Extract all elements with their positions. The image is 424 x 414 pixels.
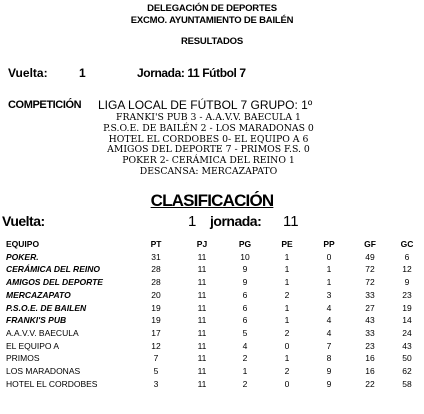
stat-cell-gf: 72: [365, 277, 375, 288]
table-row: [0, 314, 424, 327]
stat-cell-gc: 24: [402, 327, 412, 338]
stat-cell-pp: 9: [326, 366, 332, 377]
team-name-cell: P.S.O.E. DE BAILEN: [6, 302, 87, 313]
stat-cell-pp: 4: [326, 315, 332, 326]
result-line: AMIGOS DEL DEPORTE 7 - PRIMOS F.S. 0: [107, 144, 310, 156]
stat-cell-pp: 4: [326, 302, 332, 313]
stat-cell-gc: 50: [402, 353, 412, 364]
classification-table: [0, 238, 424, 390]
table-body: [0, 251, 424, 391]
column-header-pe: PE: [281, 239, 293, 249]
stat-cell-gf: 16: [365, 366, 375, 377]
stat-cell-gf: 33: [365, 289, 375, 300]
results-list: [96, 113, 321, 178]
stat-cell-pp: 4: [326, 327, 332, 338]
team-name-cell: AMIGOS DEL DEPORTE: [6, 277, 103, 288]
stat-cell-gc: 62: [402, 366, 412, 377]
table-row: [0, 263, 424, 276]
stat-cell-pj: 11: [197, 340, 207, 351]
stat-cell-pe: 1: [284, 315, 290, 326]
stat-cell-gc: 14: [402, 315, 412, 326]
column-header-equipo: EQUIPO: [6, 239, 40, 249]
stat-cell-pe: 2: [284, 327, 290, 338]
stat-cell-pg: 6: [242, 289, 248, 300]
team-name-cell: CERÁMICA DEL REINO: [6, 264, 100, 275]
stat-cell-gf: 27: [365, 302, 375, 313]
stat-cell-pt: 17: [151, 327, 161, 338]
stat-cell-gf: 72: [365, 264, 375, 275]
stat-cell-gf: 23: [365, 340, 375, 351]
stat-cell-pj: 11: [197, 366, 207, 377]
stat-cell-pp: 7: [326, 340, 332, 351]
table-row: [0, 276, 424, 289]
result-line: DESCANSA: MERCAZAPATO: [139, 165, 278, 177]
stat-cell-pe: 1: [284, 302, 290, 313]
stat-cell-gc: 19: [402, 302, 412, 313]
stat-cell-pe: 0: [284, 378, 290, 389]
stat-cell-pj: 11: [197, 315, 207, 326]
column-header-pt: PT: [150, 239, 162, 249]
team-name-cell: HOTEL EL CORDOBES: [6, 378, 98, 389]
stat-cell-pp: 3: [326, 289, 332, 300]
table-row: [0, 365, 424, 378]
stat-cell-pg: 5: [242, 327, 248, 338]
stat-cell-pp: 8: [326, 353, 332, 364]
team-name-cell: EL EQUIPO A: [6, 340, 60, 351]
stat-cell-pj: 11: [197, 302, 207, 313]
result-line: POKER 2- CERÁMICA DEL REINO 1: [122, 155, 295, 167]
stat-cell-pj: 11: [197, 251, 207, 262]
team-name-cell: A.A.V.V. BAECULA: [6, 327, 79, 338]
table-row: [0, 289, 424, 302]
table-row: [0, 340, 424, 353]
table-header-row: [0, 238, 424, 251]
stat-cell-pj: 11: [197, 378, 207, 389]
stat-cell-pg: 6: [242, 315, 248, 326]
stat-cell-gf: 16: [365, 353, 375, 364]
stat-cell-pe: 1: [284, 251, 290, 262]
stat-cell-pp: 1: [326, 277, 332, 288]
team-name-cell: MERCAZAPATO: [6, 289, 71, 300]
stat-cell-pg: 1: [242, 366, 248, 377]
stat-cell-pt: 19: [151, 302, 161, 313]
stat-cell-gf: 49: [365, 251, 375, 262]
stat-cell-pe: 1: [284, 353, 290, 364]
team-name-cell: LOS MARADONAS: [6, 366, 81, 377]
stat-cell-gc: 43: [402, 340, 412, 351]
competition-name: LIGA LOCAL DE FÚTBOL 7 GRUPO: 1º: [98, 98, 313, 112]
stat-cell-pe: 0: [284, 340, 290, 351]
stat-cell-pg: 9: [242, 264, 248, 275]
stat-cell-pp: 0: [326, 251, 332, 262]
team-name-cell: PRIMOS: [6, 353, 40, 364]
stat-cell-pt: 3: [153, 378, 159, 389]
column-header-gc: GC: [400, 239, 414, 249]
header-line-3: RESULTADOS: [180, 36, 244, 47]
jornada-label: Jornada: 11 Fútbol 7: [137, 66, 246, 80]
classification-vuelta-value: 1: [188, 213, 197, 230]
team-name-cell: FRANKI'S PUB: [6, 315, 67, 326]
header-line-1: DELEGACIÓN DE DEPORTES: [147, 3, 277, 14]
stat-cell-gc: 6: [404, 251, 410, 262]
stat-cell-pg: 2: [242, 353, 248, 364]
column-header-pg: PG: [238, 239, 252, 249]
stat-cell-pe: 2: [284, 366, 290, 377]
vuelta-label: Vuelta:: [8, 66, 48, 80]
table-row: [0, 352, 424, 365]
stat-cell-gf: 33: [365, 327, 375, 338]
competition-label: COMPETICIÓN: [8, 99, 82, 111]
document-header: [0, 3, 424, 47]
stat-cell-pg: 4: [242, 340, 248, 351]
stat-cell-gc: 23: [402, 289, 412, 300]
team-name-cell: POKER.: [6, 251, 39, 262]
table-row: [0, 378, 424, 391]
stat-cell-pp: 1: [326, 264, 332, 275]
stat-cell-gc: 12: [402, 264, 412, 275]
stat-cell-pj: 11: [197, 289, 207, 300]
stat-cell-pt: 7: [153, 353, 159, 364]
stat-cell-pj: 11: [197, 264, 207, 275]
stat-cell-pg: 6: [242, 302, 248, 313]
stat-cell-pj: 11: [197, 327, 207, 338]
stat-cell-gc: 58: [402, 378, 412, 389]
column-header-pj: PJ: [196, 239, 208, 249]
table-row: [0, 327, 424, 340]
stat-cell-pg: 9: [242, 277, 248, 288]
stat-cell-pg: 2: [242, 378, 248, 389]
result-line: FRANKI'S PUB 3 - A.A.V.V. BAECULA 1: [116, 112, 301, 123]
table-row: [0, 302, 424, 315]
table-row: [0, 251, 424, 264]
stat-cell-pt: 12: [151, 340, 161, 351]
stat-cell-pt: 31: [151, 251, 161, 262]
stat-cell-pj: 11: [197, 353, 207, 364]
stat-cell-pj: 11: [197, 277, 207, 288]
stat-cell-pt: 20: [151, 289, 161, 300]
result-line: P.S.O.E. DE BAILÉN 2 - LOS MARADONAS 0: [103, 122, 314, 134]
column-header-pp: PP: [323, 239, 335, 249]
result-line: HOTEL EL CORDOBES 0- EL EQUIPO A 6: [108, 133, 309, 145]
classification-jornada-label: jornada:: [210, 213, 262, 229]
stat-cell-pe: 1: [284, 277, 290, 288]
stat-cell-pt: 28: [151, 277, 161, 288]
stat-cell-pt: 5: [153, 366, 159, 377]
vuelta-value: 1: [79, 66, 86, 80]
stat-cell-gf: 43: [365, 315, 375, 326]
stat-cell-gf: 22: [365, 378, 375, 389]
stat-cell-gc: 9: [404, 277, 410, 288]
stat-cell-pt: 28: [151, 264, 161, 275]
column-header-gf: GF: [364, 239, 376, 249]
stat-cell-pg: 10: [240, 251, 250, 262]
stat-cell-pp: 9: [326, 378, 332, 389]
classification-vuelta-label: Vuelta:: [2, 213, 45, 229]
classification-title: CLASIFICACIÓN: [150, 191, 274, 210]
classification-jornada-value: 11: [283, 213, 299, 230]
stat-cell-pe: 2: [284, 289, 290, 300]
stat-cell-pt: 19: [151, 315, 161, 326]
header-line-2: EXCMO. AYUNTAMIENTO DE BAILÉN: [130, 15, 294, 26]
stat-cell-pe: 1: [284, 264, 290, 275]
